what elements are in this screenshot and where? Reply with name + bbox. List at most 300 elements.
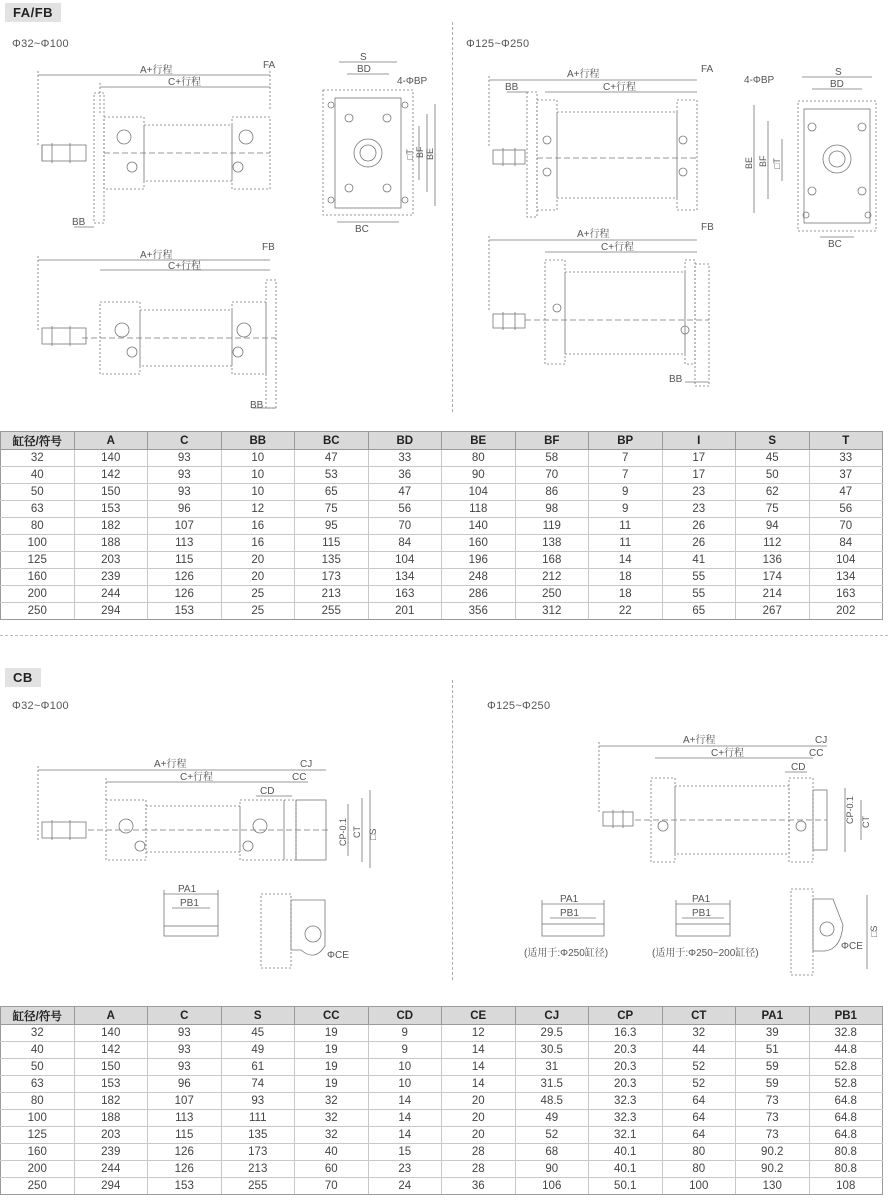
- fa-large-bb-label: BB: [505, 82, 519, 93]
- fa-bp-label: 4-ΦBP: [397, 76, 428, 87]
- table-cell: 52.8: [809, 1076, 883, 1093]
- cb-large-c-stroke-label: C+行程: [711, 748, 745, 759]
- table-cell: 286: [442, 586, 516, 603]
- table-cell: 93: [148, 1042, 222, 1059]
- column-header: S: [736, 432, 810, 450]
- fa-large-s-label: S: [835, 67, 842, 78]
- table-cell: 32: [295, 1110, 369, 1127]
- fb-large-c-stroke-label: C+行程: [601, 242, 635, 253]
- cb-clevis-side-small: [255, 890, 365, 970]
- table-cell: 150: [74, 484, 148, 501]
- table-cell: 108: [809, 1178, 883, 1195]
- fa-large-t-label: □T: [772, 158, 782, 169]
- column-header: CC: [295, 1007, 369, 1025]
- fa-large-bp-label: 4-ΦBP: [744, 75, 775, 86]
- cb-cj-label: CJ: [300, 759, 313, 770]
- table-cell: 33: [809, 450, 883, 467]
- table-cell: 10: [221, 484, 295, 501]
- table-cell: 84: [368, 535, 442, 552]
- table-cell: 75: [736, 501, 810, 518]
- cb-s-label: □S: [368, 828, 378, 840]
- table-cell: 140: [74, 1025, 148, 1042]
- table-cell: 20.3: [589, 1042, 663, 1059]
- table-cell: 213: [295, 586, 369, 603]
- table-cell: 40.1: [589, 1161, 663, 1178]
- table-cell: 84: [809, 535, 883, 552]
- table-cell: 86: [515, 484, 589, 501]
- table-cell: 40: [295, 1144, 369, 1161]
- table-cell: 107: [148, 518, 222, 535]
- column-header: CT: [662, 1007, 736, 1025]
- table-cell: 40.1: [589, 1144, 663, 1161]
- table-cell: 93: [148, 484, 222, 501]
- fb-a-stroke-label: A+行程: [140, 250, 173, 261]
- table-cell: 64.8: [809, 1093, 883, 1110]
- cb-large-s-label: □S: [869, 925, 879, 937]
- bore-range-small: Φ32~Φ100: [12, 38, 69, 50]
- table-cell: 239: [74, 569, 148, 586]
- cb-c-stroke-label: C+行程: [180, 772, 214, 783]
- fb-large-label: FB: [701, 222, 714, 233]
- table-cell: 20: [221, 552, 295, 569]
- cb-clevis-side-large: [785, 885, 885, 980]
- table-cell: 36: [442, 1178, 516, 1195]
- table-cell: 107: [148, 1093, 222, 1110]
- table-cell: 104: [442, 484, 516, 501]
- table-cell: 28: [442, 1161, 516, 1178]
- table-cell: 73: [736, 1093, 810, 1110]
- table-cell: 75: [295, 501, 369, 518]
- table-cell: 255: [295, 603, 369, 620]
- fa-small-drawing: [30, 55, 290, 235]
- table-cell: 7: [589, 467, 663, 484]
- column-header: I: [662, 432, 736, 450]
- column-header: BB: [221, 432, 295, 450]
- table-cell: 16.3: [589, 1025, 663, 1042]
- table-cell: 45: [221, 1025, 295, 1042]
- table-cell: 126: [148, 1144, 222, 1161]
- table-cell: 94: [736, 518, 810, 535]
- table-cell: 7: [589, 450, 663, 467]
- section-tag-fafb: FA/FB: [5, 3, 61, 22]
- table-cell: 55: [662, 586, 736, 603]
- table-cell: 125: [1, 552, 75, 569]
- fa-small-end-view: [315, 50, 455, 235]
- cb-cc-label: CC: [292, 772, 307, 783]
- table-cell: 32.1: [589, 1127, 663, 1144]
- fa-large-c-stroke-label: C+行程: [603, 82, 637, 93]
- table-cell: 200: [1, 586, 75, 603]
- table-cell: 33: [368, 450, 442, 467]
- table-cell: 31.5: [515, 1076, 589, 1093]
- table-cell: 100: [1, 1110, 75, 1127]
- table-cell: 214: [736, 586, 810, 603]
- column-header: BC: [295, 432, 369, 450]
- fb-label: FB: [262, 242, 275, 253]
- table-cell: 48.5: [515, 1093, 589, 1110]
- table-row: [1, 1093, 883, 1110]
- table-cell: 163: [368, 586, 442, 603]
- table-cell: 9: [368, 1025, 442, 1042]
- fa-large-drawing: [485, 60, 725, 230]
- table-cell: 50: [736, 467, 810, 484]
- fb-c-stroke-label: C+行程: [168, 261, 202, 272]
- table-cell: 59: [736, 1059, 810, 1076]
- fa-large-be-label: BE: [744, 156, 754, 169]
- cb-large2-pb1-label: PB1: [692, 908, 711, 919]
- table-cell: 60: [295, 1161, 369, 1178]
- table-cell: 61: [221, 1059, 295, 1076]
- fa-label: FA: [263, 60, 276, 71]
- table-row: [1, 586, 883, 603]
- table-cell: 36: [368, 467, 442, 484]
- table-cell: 45: [736, 450, 810, 467]
- table-cell: 19: [295, 1025, 369, 1042]
- table-cell: 14: [442, 1059, 516, 1076]
- table-row: [1, 535, 883, 552]
- cb-ce-label: ΦCE: [327, 950, 349, 961]
- table-cell: 73: [736, 1127, 810, 1144]
- cb-large-cc-label: CC: [809, 748, 824, 759]
- table-cell: 64.8: [809, 1127, 883, 1144]
- table-cell: 73: [736, 1110, 810, 1127]
- column-header: PB1: [809, 1007, 883, 1025]
- table-cell: 65: [295, 484, 369, 501]
- table-cell: 212: [515, 569, 589, 586]
- table-cell: 14: [368, 1127, 442, 1144]
- cb-large-pb1-label: PB1: [560, 908, 579, 919]
- table-cell: 32.3: [589, 1093, 663, 1110]
- fa-c-stroke-label: C+行程: [168, 77, 202, 88]
- table-cell: 20.3: [589, 1059, 663, 1076]
- cb-cp-label: CP-0.1: [338, 817, 348, 846]
- table-cell: 64: [662, 1110, 736, 1127]
- table-cell: 135: [221, 1127, 295, 1144]
- table-cell: 312: [515, 603, 589, 620]
- table-cell: 106: [515, 1178, 589, 1195]
- table-row: [1, 1025, 883, 1042]
- table-cell: 32: [1, 450, 75, 467]
- cb-ct-label: CT: [352, 826, 362, 838]
- column-header: CE: [442, 1007, 516, 1025]
- fa-t-label: □T: [405, 149, 415, 160]
- section-divider: [0, 635, 888, 636]
- table-cell: 15: [368, 1144, 442, 1161]
- column-header: CP: [589, 1007, 663, 1025]
- cb-pa1-label: PA1: [178, 884, 197, 895]
- column-header: BE: [442, 432, 516, 450]
- table-cell: 134: [809, 569, 883, 586]
- table-cell: 25: [221, 603, 295, 620]
- table-cell: 70: [809, 518, 883, 535]
- table-cell: 37: [809, 467, 883, 484]
- table-row: [1, 1161, 883, 1178]
- table-cell: 168: [515, 552, 589, 569]
- table-cell: 59: [736, 1076, 810, 1093]
- fa-be-label: BE: [425, 147, 435, 160]
- table-row: [1, 501, 883, 518]
- table-cell: 130: [736, 1178, 810, 1195]
- table-cell: 18: [589, 569, 663, 586]
- table-cell: 20: [221, 569, 295, 586]
- table-cell: 244: [74, 1161, 148, 1178]
- table-row: [1, 1042, 883, 1059]
- table-cell: 153: [74, 1076, 148, 1093]
- cb-large-cj-label: CJ: [815, 735, 828, 746]
- table-cell: 115: [295, 535, 369, 552]
- table-cell: 115: [148, 1127, 222, 1144]
- table-row: [1, 1178, 883, 1195]
- table-row: [1, 1059, 883, 1076]
- table-cell: 356: [442, 603, 516, 620]
- table-cell: 10: [221, 450, 295, 467]
- fb-large-bb-label: BB: [669, 374, 683, 385]
- table-cell: 90.2: [736, 1144, 810, 1161]
- table-cell: 136: [736, 552, 810, 569]
- table-cell: 52: [515, 1127, 589, 1144]
- table-cell: 26: [662, 518, 736, 535]
- fb-large-a-stroke-label: A+行程: [577, 229, 610, 240]
- table-cell: 93: [148, 467, 222, 484]
- table-cell: 31: [515, 1059, 589, 1076]
- table-cell: 203: [74, 552, 148, 569]
- table-row: [1, 552, 883, 569]
- table-cell: 28: [442, 1144, 516, 1161]
- fa-s-label: S: [360, 52, 367, 63]
- table-cell: 104: [809, 552, 883, 569]
- column-header: 缸径/符号: [1, 432, 75, 450]
- table-cell: 26: [662, 535, 736, 552]
- table-cell: 14: [368, 1110, 442, 1127]
- table-cell: 24: [368, 1178, 442, 1195]
- table-cell: 126: [148, 569, 222, 586]
- table-cell: 55: [662, 569, 736, 586]
- table-row: [1, 1076, 883, 1093]
- fa-large-bd-label: BD: [830, 79, 844, 90]
- table-cell: 14: [589, 552, 663, 569]
- table-cell: 100: [662, 1178, 736, 1195]
- table-cell: 51: [736, 1042, 810, 1059]
- table-cell: 50: [1, 484, 75, 501]
- table-cell: 32: [295, 1127, 369, 1144]
- table-row: [1, 603, 883, 620]
- column-header: CD: [368, 1007, 442, 1025]
- table-cell: 49: [221, 1042, 295, 1059]
- table-cell: 163: [809, 586, 883, 603]
- table-cell: 62: [736, 484, 810, 501]
- table-cell: 182: [74, 518, 148, 535]
- table-cell: 16: [221, 518, 295, 535]
- cb-large-drawing: [595, 728, 885, 868]
- column-header: BF: [515, 432, 589, 450]
- table-cell: 9: [368, 1042, 442, 1059]
- cb-a-stroke-label: A+行程: [154, 759, 187, 770]
- cb-large-cd-label: CD: [791, 762, 806, 773]
- table-cell: 250: [1, 603, 75, 620]
- table-cell: 119: [515, 518, 589, 535]
- bore-range-large: Φ125~Φ250: [466, 38, 530, 50]
- table-cell: 90: [515, 1161, 589, 1178]
- table-cell: 20.3: [589, 1076, 663, 1093]
- table-cell: 135: [295, 552, 369, 569]
- table-cell: 20: [442, 1110, 516, 1127]
- table-cell: 113: [148, 535, 222, 552]
- table-cell: 126: [148, 1161, 222, 1178]
- table-cell: 104: [368, 552, 442, 569]
- table-row: [1, 450, 883, 467]
- table-cell: 49: [515, 1110, 589, 1127]
- table-cell: 70: [295, 1178, 369, 1195]
- table-row: [1, 1110, 883, 1127]
- cb-note-250: (适用于:Φ250缸径): [524, 948, 609, 959]
- fa-large-label: FA: [701, 64, 714, 75]
- column-header: A: [74, 432, 148, 450]
- table-cell: 50: [1, 1059, 75, 1076]
- table-row: [1, 1127, 883, 1144]
- cb-cd-label: CD: [260, 786, 275, 797]
- table-cell: 182: [74, 1093, 148, 1110]
- table-cell: 23: [368, 1161, 442, 1178]
- fa-large-bf-label: BF: [758, 155, 768, 167]
- table-cell: 56: [809, 501, 883, 518]
- table-cell: 115: [148, 552, 222, 569]
- table-cell: 213: [221, 1161, 295, 1178]
- table-cell: 30.5: [515, 1042, 589, 1059]
- table-cell: 255: [221, 1178, 295, 1195]
- table-cell: 80: [662, 1144, 736, 1161]
- table-cell: 250: [515, 586, 589, 603]
- table-cell: 248: [442, 569, 516, 586]
- table-cell: 10: [368, 1076, 442, 1093]
- table-cell: 11: [589, 535, 663, 552]
- table-cell: 64: [662, 1127, 736, 1144]
- cb-pin-small: [160, 880, 240, 950]
- table-cell: 142: [74, 1042, 148, 1059]
- fa-bc-label: BC: [355, 224, 369, 235]
- fa-a-stroke-label: A+行程: [140, 65, 173, 76]
- table-cell: 95: [295, 518, 369, 535]
- table-cell: 80.8: [809, 1161, 883, 1178]
- cb-large-ce-label: ΦCE: [841, 941, 863, 952]
- table-cell: 173: [295, 569, 369, 586]
- table-cell: 196: [442, 552, 516, 569]
- table-cell: 65: [662, 603, 736, 620]
- cb-note-250-200: (适用于:Φ250~200缸径): [652, 948, 759, 959]
- table-cell: 64.8: [809, 1110, 883, 1127]
- table-cell: 14: [368, 1093, 442, 1110]
- table-row: [1, 518, 883, 535]
- table-cell: 112: [736, 535, 810, 552]
- table-cell: 267: [736, 603, 810, 620]
- column-header: CJ: [515, 1007, 589, 1025]
- column-header: BP: [589, 432, 663, 450]
- table-cell: 80: [1, 1093, 75, 1110]
- table-cell: 140: [74, 450, 148, 467]
- table-cell: 12: [442, 1025, 516, 1042]
- table-cell: 93: [148, 450, 222, 467]
- table-row: [1, 467, 883, 484]
- table-cell: 113: [148, 1110, 222, 1127]
- table-cell: 96: [148, 501, 222, 518]
- table-cell: 250: [1, 1178, 75, 1195]
- cb-pin-large-250: [520, 890, 640, 965]
- table-cell: 47: [295, 450, 369, 467]
- fa-large-end-view: [740, 65, 880, 250]
- table-cell: 70: [515, 467, 589, 484]
- table-cell: 202: [809, 603, 883, 620]
- table-cell: 10: [368, 1059, 442, 1076]
- table-cell: 142: [74, 467, 148, 484]
- table-cell: 80: [442, 450, 516, 467]
- table-cell: 134: [368, 569, 442, 586]
- table-cell: 52.8: [809, 1059, 883, 1076]
- fa-bd-label: BD: [357, 64, 371, 75]
- table-cell: 188: [74, 1110, 148, 1127]
- cb-large-cp-label: CP-0.1: [845, 795, 855, 824]
- table-cell: 111: [221, 1110, 295, 1127]
- table-cell: 96: [148, 1076, 222, 1093]
- table-cell: 40: [1, 467, 75, 484]
- table-cell: 47: [368, 484, 442, 501]
- cb-small-drawing: [30, 750, 390, 870]
- table-cell: 18: [589, 586, 663, 603]
- table-cell: 80.8: [809, 1144, 883, 1161]
- table-cell: 50.1: [589, 1178, 663, 1195]
- table-cell: 153: [74, 501, 148, 518]
- table-cell: 44: [662, 1042, 736, 1059]
- table-cell: 153: [148, 1178, 222, 1195]
- table-cell: 17: [662, 467, 736, 484]
- table-cell: 118: [442, 501, 516, 518]
- cb-large-a-stroke-label: A+行程: [683, 735, 716, 746]
- cb-large-pa1-label: PA1: [560, 894, 579, 905]
- table-cell: 63: [1, 1076, 75, 1093]
- table-cell: 294: [74, 603, 148, 620]
- cb-bore-range-small: Φ32~Φ100: [12, 700, 69, 712]
- column-header: BD: [368, 432, 442, 450]
- table-cell: 74: [221, 1076, 295, 1093]
- table-cell: 20: [442, 1093, 516, 1110]
- table-cell: 12: [221, 501, 295, 518]
- table-cell: 32: [295, 1093, 369, 1110]
- cb-large2-pa1-label: PA1: [692, 894, 711, 905]
- table-cell: 93: [221, 1093, 295, 1110]
- table-cell: 9: [589, 501, 663, 518]
- table-cell: 90: [442, 467, 516, 484]
- table-cell: 32.8: [809, 1025, 883, 1042]
- table-cell: 17: [662, 450, 736, 467]
- fb-small-drawing: [30, 240, 290, 415]
- table-cell: 19: [295, 1059, 369, 1076]
- table-cell: 174: [736, 569, 810, 586]
- cb-column-divider: [452, 680, 453, 980]
- table-cell: 98: [515, 501, 589, 518]
- cb-pb1-label: PB1: [180, 898, 199, 909]
- column-header: A: [74, 1007, 148, 1025]
- table-cell: 22: [589, 603, 663, 620]
- table-cell: 20: [442, 1127, 516, 1144]
- table-cell: 32: [1, 1025, 75, 1042]
- table-cell: 64: [662, 1093, 736, 1110]
- table-cell: 90.2: [736, 1161, 810, 1178]
- table-cell: 32: [662, 1025, 736, 1042]
- table-cell: 150: [74, 1059, 148, 1076]
- table-cell: 244: [74, 586, 148, 603]
- table-cell: 93: [148, 1059, 222, 1076]
- table-cell: 200: [1, 1161, 75, 1178]
- table-cell: 56: [368, 501, 442, 518]
- cb-dimension-table: [0, 1006, 883, 1195]
